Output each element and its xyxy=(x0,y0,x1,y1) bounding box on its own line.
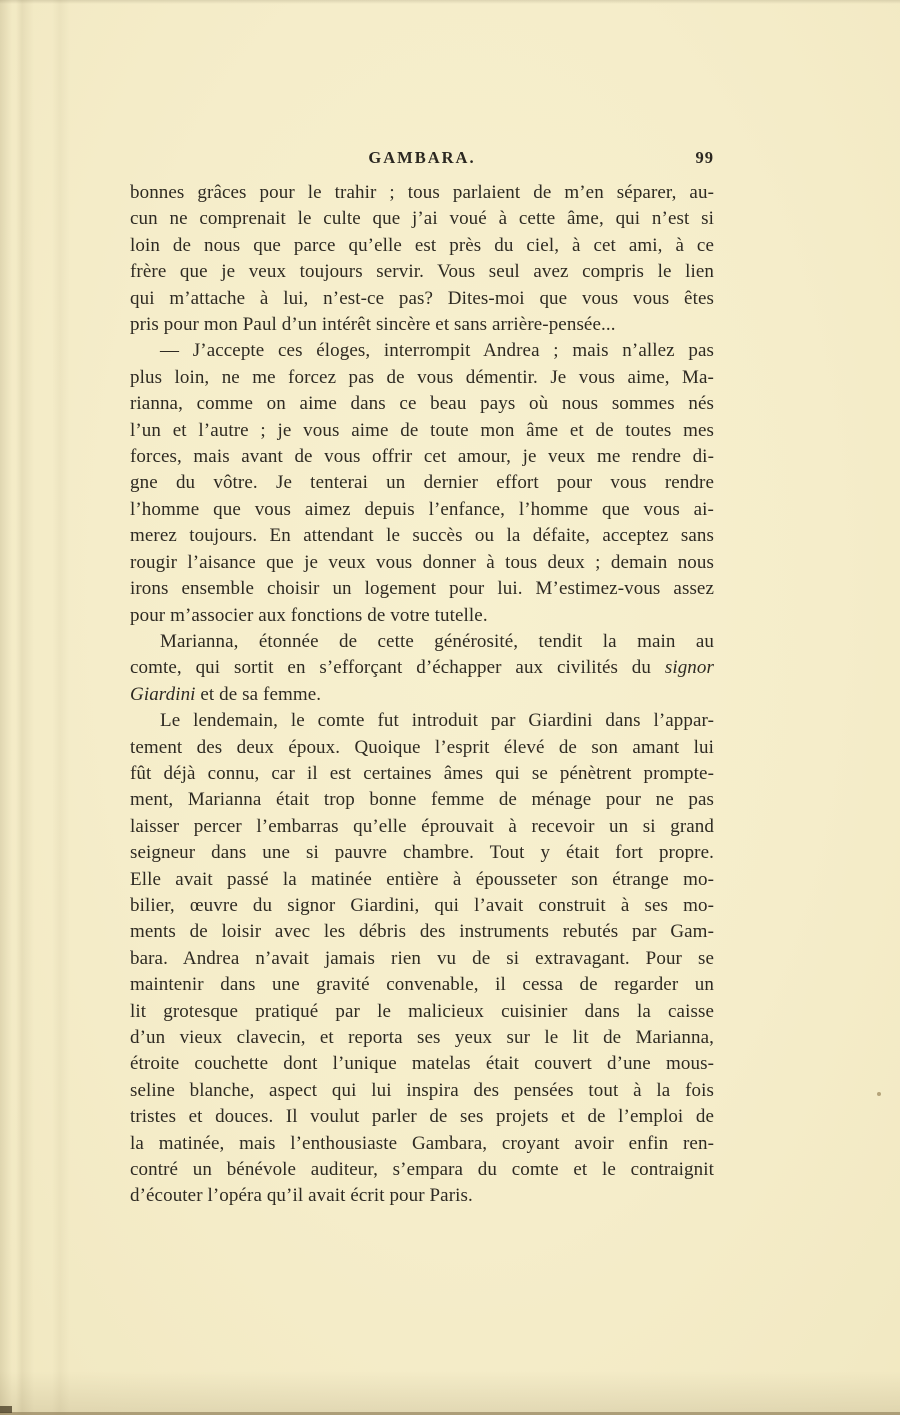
text-line: tristes et douces. Il voulut parler de ses projets et de l’emploi de xyxy=(130,1106,714,1128)
text-line: seline blanche, aspect qui lui inspira des pensées tout à la fois xyxy=(130,1079,714,1101)
scan-corner-mark xyxy=(0,1406,12,1413)
text-line: Le lendemain, le comte fut introduit par Giardini dans l’appar- xyxy=(160,710,714,732)
text-line: contré un bénévole auditeur, s’empara du comte et le contraignit xyxy=(130,1159,714,1181)
text-line: l’un et l’autre ; je vous aime de toute mon âme et de toutes mes xyxy=(130,419,714,441)
page-number: 99 xyxy=(695,148,714,167)
text-line: l’homme que vous aimez depuis l’enfance, l’homme que vous ai- xyxy=(130,498,714,520)
text-line: maintenir dans une gravité convenable, il cessa de regarder un xyxy=(130,974,714,996)
paragraph xyxy=(130,338,714,628)
text-line: — J’accepte ces éloges, interrompit Andrea ; mais n’allez pas xyxy=(160,340,714,362)
text-line: étroite couchette dont l’unique matelas était couvert d’une mous- xyxy=(130,1053,714,1075)
paragraph xyxy=(130,629,714,708)
text-line: loin de nous que parce qu’elle est près du ciel, à cet ami, à ce xyxy=(130,234,714,256)
text-line: pour m’associer aux fonctions de votre tutelle. xyxy=(130,604,488,626)
text-line: rianna, comme on aime dans ce beau pays où nous sommes nés xyxy=(130,393,714,415)
text-line: gne du vôtre. Je tenterai un dernier effort pour vous rendre xyxy=(130,472,714,494)
text-line: lit grotesque pratiqué par le malicieux cuisinier dans la caisse xyxy=(130,1000,714,1022)
text-line: d’écouter l’opéra qu’il avait écrit pour Paris. xyxy=(130,1185,473,1207)
text-line: laisser percer l’embarras qu’elle éprouvait à recevoir un si grand xyxy=(130,815,714,837)
text-block xyxy=(130,180,714,1210)
text-line: bilier, œuvre du signor Giardini, qui l’avait construit à ses mo- xyxy=(130,894,714,916)
text-line: forces, mais avant de vous offrir cet amour, je veux me rendre di- xyxy=(130,446,714,468)
text-line: qui m’attache à lui, n’est-ce pas? Dites-moi que vous vous êtes xyxy=(130,287,714,309)
text-line: fût déjà connu, car il est certaines âmes qui se pénètrent prompte- xyxy=(130,762,714,784)
text-line: pris pour mon Paul d’un intérêt sincère et sans arrière-pensée... xyxy=(130,314,616,336)
text-line: ment, Marianna était trop bonne femme de ménage pour ne pas xyxy=(130,789,714,811)
text-line: Marianna, étonnée de cette générosité, tendit la main au xyxy=(160,630,714,652)
text-line: Giardini et de sa femme. xyxy=(130,683,322,705)
text-line: plus loin, ne me forcez pas de vous démentir. Je vous aime, Ma- xyxy=(130,366,714,388)
text-line: comte, qui sortit en s’efforçant d’échapper aux civilités du signor xyxy=(130,657,714,679)
text-line: la matinée, mais l’enthousiaste Gambara, croyant avoir enfin ren- xyxy=(130,1132,714,1154)
paper-speck xyxy=(877,1092,881,1096)
text-line: Elle avait passé la matinée entière à épousseter son étrange mo- xyxy=(130,868,714,890)
text-line: cun ne comprenait le culte que j’ai voué à cette âme, qui n’est si xyxy=(130,208,714,230)
text-line: rougir l’aisance que je veux vous donner à tous deux ; demain nous xyxy=(130,551,714,573)
text-line: merez toujours. En attendant le succès ou la défaite, acceptez sans xyxy=(130,525,714,547)
text-line: tement des deux époux. Quoique l’esprit élevé de son amant lui xyxy=(130,736,714,758)
text-line: seigneur dans une si pauvre chambre. Tout y était fort propre. xyxy=(130,842,714,864)
text-line: d’un vieux clavecin, et reporta ses yeux sur le lit de Marianna, xyxy=(130,1027,714,1048)
running-title: GAMBARA. xyxy=(368,148,476,167)
paragraph xyxy=(130,708,714,1210)
text-line: irons ensemble choisir un logement pour lui. M’estimez-vous assez xyxy=(130,578,714,600)
paragraph xyxy=(130,180,714,338)
page-header xyxy=(130,148,714,172)
text-line: bara. Andrea n’avait jamais rien vu de si extravagant. Pour se xyxy=(130,947,714,969)
text-line: ments de loisir avec les débris des instruments rebutés par Gam- xyxy=(130,921,714,943)
text-line: frère que je veux toujours servir. Vous seul avez compris le lien xyxy=(130,261,714,283)
text-line: bonnes grâces pour le trahir ; tous parlaient de m’en séparer, au- xyxy=(130,182,714,203)
